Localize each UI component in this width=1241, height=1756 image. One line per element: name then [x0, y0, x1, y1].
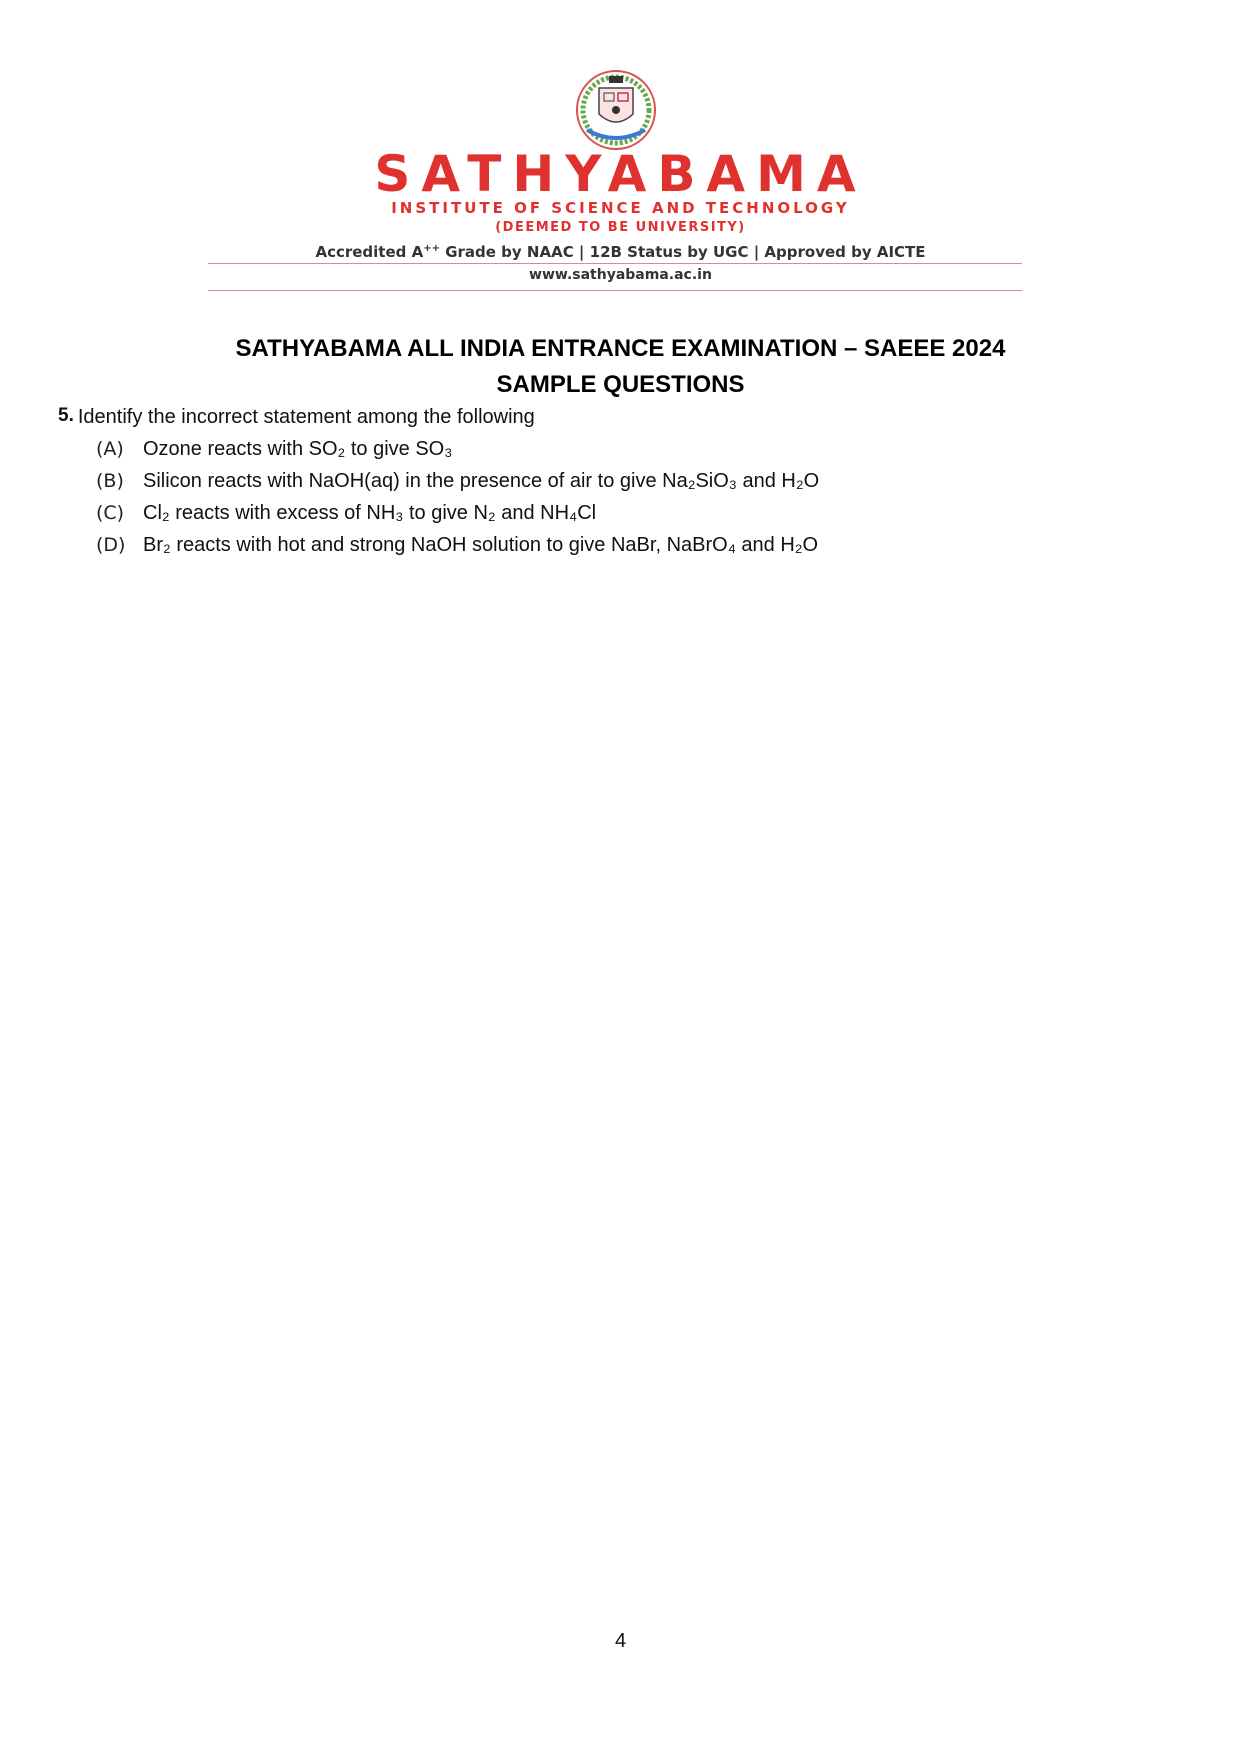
- website-url: www.sathyabama.ac.in: [529, 267, 712, 283]
- accreditation-line: Accredited A++ Grade by NAAC | 12B Status by UGC | Approved by AICTE: [315, 243, 926, 261]
- option-d: [96, 529, 819, 561]
- header-divider-top: [208, 263, 1022, 264]
- question-stem: [58, 402, 535, 431]
- document-title: [0, 331, 1241, 403]
- option-text: Silicon reacts with NaOH(aq) in the presence of air to give Na₂SiO₃ and H₂O: [143, 469, 820, 492]
- question-text: Identify the incorrect statement among the following: [77, 406, 535, 428]
- title-line-2: SAMPLE QUESTIONS: [496, 371, 745, 398]
- option-text: Cl₂ reacts with excess of NH₃ to give N₂ and NH₄Cl: [143, 501, 597, 524]
- option-letter: (D): [96, 534, 126, 556]
- header-divider-bottom: [208, 290, 1022, 291]
- option-c: [96, 497, 819, 529]
- question-number: 5.: [58, 405, 74, 426]
- option-text: Br₂ reacts with hot and strong NaOH solution to give NaBr, NaBrO₄ and H₂O: [143, 533, 819, 556]
- option-text: Ozone reacts with SO₂ to give SO₃: [143, 437, 453, 460]
- university-crest-logo: [565, 70, 667, 152]
- option-b: [96, 465, 819, 497]
- option-letter: (A): [96, 438, 124, 460]
- deemed-status: (DEEMED TO BE UNIVERSITY): [495, 220, 746, 235]
- page-number: 4: [614, 1630, 627, 1652]
- answer-options: [96, 433, 819, 561]
- brand-wordmark: SATHYABAMA: [374, 145, 867, 203]
- option-letter: (C): [96, 502, 125, 524]
- letterhead: [0, 0, 1241, 300]
- institute-name: INSTITUTE OF SCIENCE AND TECHNOLOGY: [391, 199, 850, 217]
- title-line-1: SATHYABAMA ALL INDIA ENTRANCE EXAMINATION – SAEEE 2024: [235, 335, 1006, 362]
- option-a: [96, 433, 819, 465]
- option-letter: (B): [96, 470, 124, 492]
